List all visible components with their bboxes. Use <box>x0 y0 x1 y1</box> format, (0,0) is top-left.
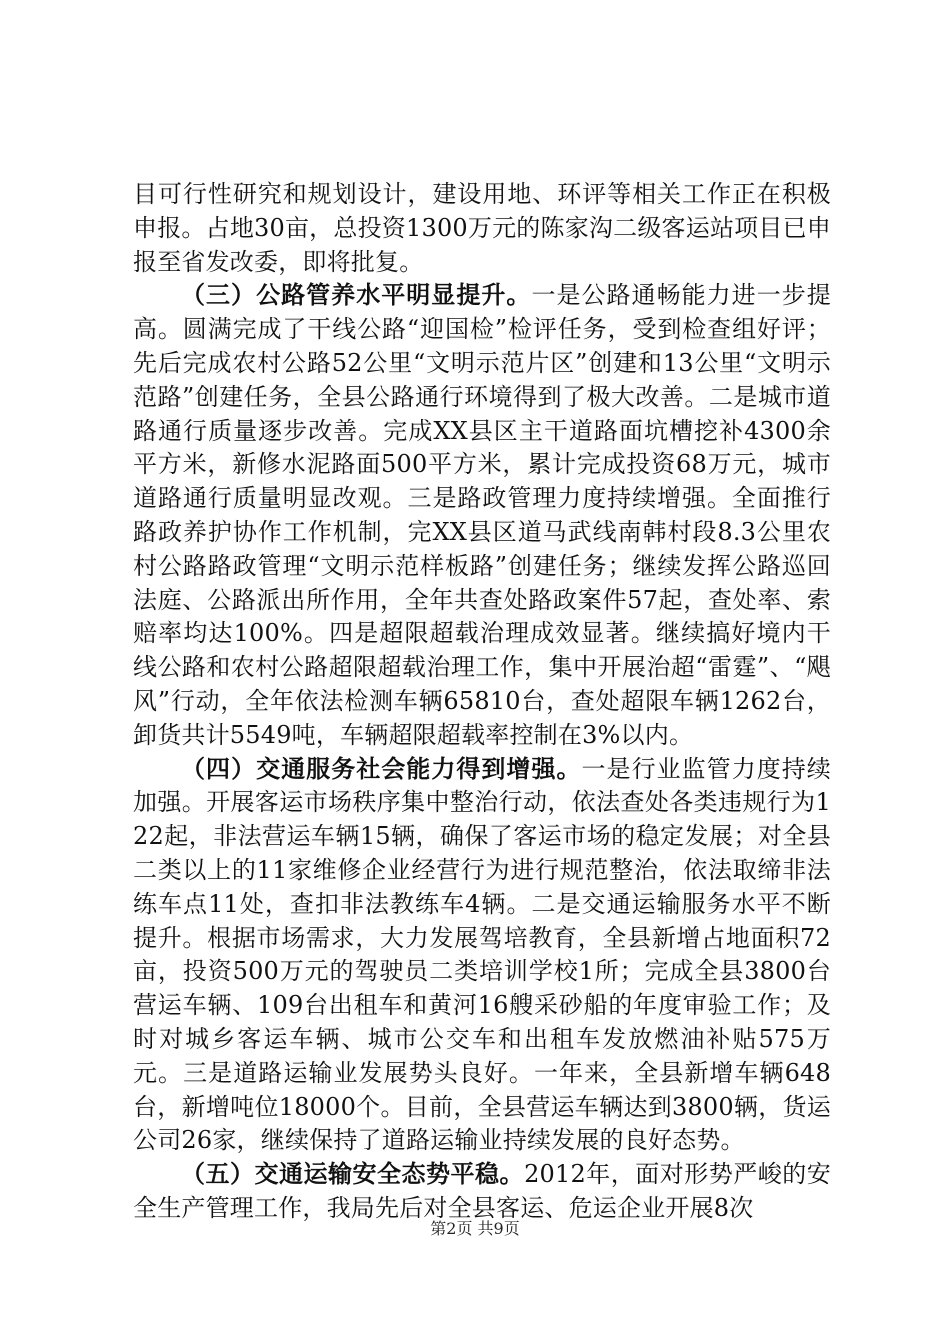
paragraph-section-4 <box>133 753 831 1159</box>
paragraph-text: 一是公路通畅能力进一步提高。圆满完成了干线公路“迎国检”检评任务，受到检查组好评；先后完成农村公路52公里“文明示范片区”创建和13公里“文明示范路”创建任务，全县公路通行环境得到了极大改善。二是城市道路通行质量逐步改善。完成XX县区主干道路面坑槽挖补4300余平方米，新修水泥路面500平方米，累计完成投资68万元，城市道路通行质量明显改观。三是路政管理力度持续增强。全面推行路政养护协作工作机制，完XX县区道马武线南韩村段8.3公里农村公路路政管理“文明示范样板路”创建任务；继续发挥公路巡回法庭、公路派出所作用，全年共查处路政案件57起，查处率、索赔率均达100%。四是超限超载治理成效显著。继续搞好境内干线公路和农村公路超限超载治理工作，集中开展治超“雷霆”、“飓风”行动，全年依法检测车辆65810台，查处超限车辆1262台，卸货共计5549吨，车辆超限超载率控制在3%以内。 <box>133 281 831 749</box>
paragraph-text: 2012年，面对形势严峻的安全生产管理工作，我局先后对全县客运、危运企业开展8次 <box>133 1160 831 1222</box>
section-heading: （四）交通服务社会能力得到增强。 <box>181 754 582 783</box>
document-body <box>133 178 831 1226</box>
paragraph-text: 目可行性研究和规划设计，建设用地、环评等相关工作正在积极申报。占地30亩，总投资1300万元的陈家沟二级客运站项目已申报至省发改委，即将批复。 <box>133 180 831 276</box>
page-footer: 第2页 共9页 <box>430 1219 520 1238</box>
section-heading: （三）公路管养水平明显提升。 <box>181 281 532 310</box>
paragraph-text: 一是行业监管力度持续加强。开展客运市场秩序集中整治行动，依法查处各类违规行为122起，非法营运车辆15辆，确保了客运市场的稳定发展；对全县二类以上的11家维修企业经营行为进行规范整治，依法取缔非法练车点11处，查扣非法教练车4辆。二是交通运输服务水平不断提升。根据市场需求，大力发展驾培教育，全县新增占地面积72亩，投资500万元的驾驶员二类培训学校1所；完成全县3800台营运车辆、109台出租车和黄河16艘采砂船的年度审验工作；及时对城乡客运车辆、城市公交车和出租车发放燃油补贴575万元。三是道路运输业发展势头良好。一年来，全县新增车辆648台，新增吨位18000个。目前，全县营运车辆达到3800辆，货运公司26家，继续保持了道路运输业持续发展的良好态势。 <box>133 754 832 1155</box>
paragraph-section-3 <box>133 279 831 752</box>
section-heading: （五）交通运输安全态势平稳。 <box>181 1160 525 1189</box>
paragraph-continuation <box>133 178 831 279</box>
